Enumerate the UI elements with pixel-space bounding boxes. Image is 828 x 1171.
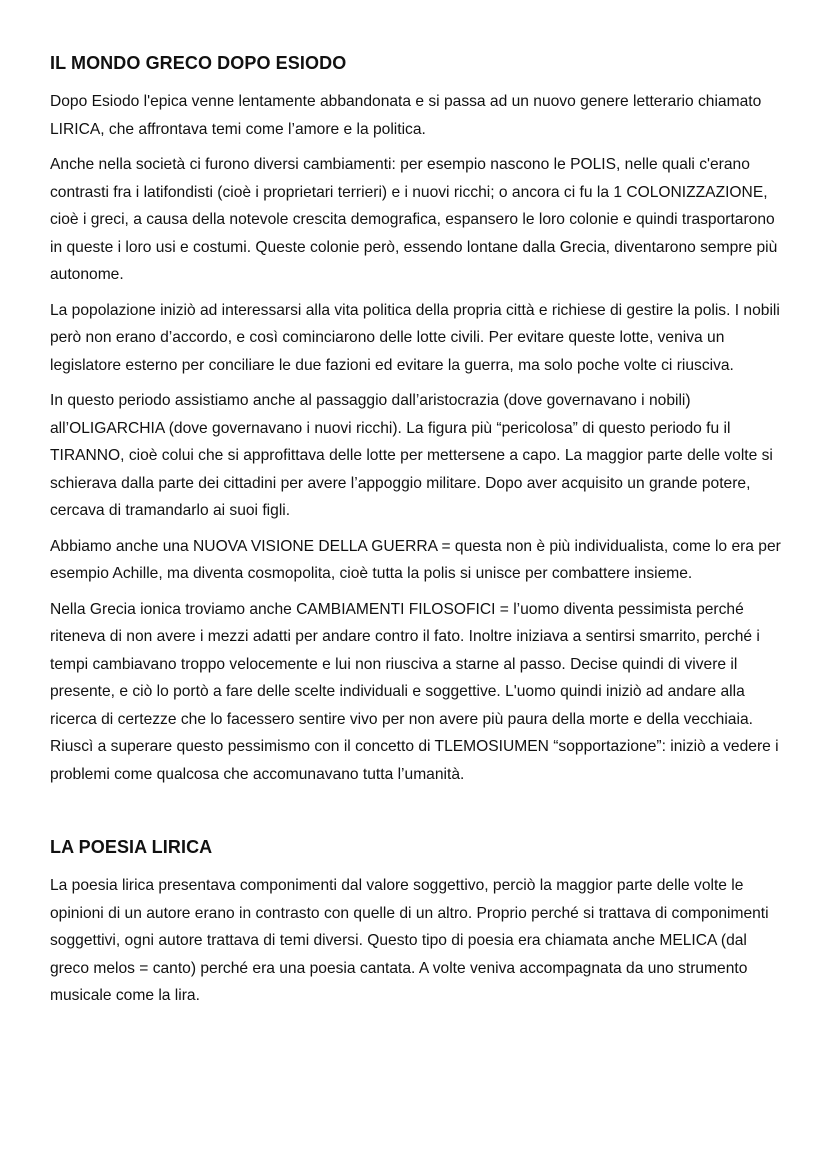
paragraph: La popolazione iniziò ad interessarsi alla vita politica della propria città e richiese di gestire la polis. I nobili però non erano d’accordo, e così cominciarono delle lotte civili. Per evitare queste lotte, veniva un legislatore esterno per conciliare le due fazioni ed evitare la guerra, ma solo poche volte ci riusciva. — [50, 301, 780, 374]
paragraph: Anche nella società ci furono diversi cambiamenti: per esempio nascono le POLIS, nelle quali c'erano contrasti fra i latifondisti (cioè i proprietari terrieri) e i nuovi ricchi; o ancora ci fu la 1 COLONIZZAZIONE, cioè i greci, a causa della notevole crescita demografica, espansero le loro colonie e quindi trasportarono in queste i loro usi e costumi. Queste colonie però, essendo lontane dalla Grecia, diventarono sempre più autonome. — [50, 156, 778, 283]
document-page — [50, 50, 786, 1018]
section-title: LA POESIA LIRICA — [50, 837, 213, 857]
section-mondo-greco — [50, 50, 786, 788]
paragraph: Abbiamo anche una NUOVA VISIONE DELLA GUERRA = questa non è più individualista, come lo era per esempio Achille, ma diventa cosmopolita, cioè tutta la polis si unisce per combattere insieme. — [50, 537, 781, 582]
paragraph: La poesia lirica presentava componimenti dal valore soggettivo, perciò la maggior parte delle volte le opinioni di un autore erano in contrasto con quelle di un altro. Proprio perché si trattava di componimenti soggettivi, ogni autore trattava di temi diversi. Questo tipo di poesia era chiamata anche MELICA (dal greco melos = canto) perché era una poesia cantata. A volte veniva accompagnata da uno strumento musicale come la lira. — [50, 877, 769, 1004]
paragraph: Nella Grecia ionica troviamo anche CAMBIAMENTI FILOSOFICI = l’uomo diventa pessimista perché riteneva di non avere i mezzi adatti per andare contro il fato. Inoltre iniziava a sentirsi smarrito, perché i tempi cambiavano troppo velocemente e lui non riusciva a starne al passo. Decise quindi di vivere il presente, e ciò lo portò a fare delle scelte individuali e soggettive. L'uomo quindi iniziò ad andare alla ricerca di certezze che lo facessero sentire vivo per non avere più paura della morte e della vecchiaia. Riuscì a superare questo pessimismo con il concetto di TLEMOSIUMEN “sopportazione”: iniziò a vedere i problemi come qualcosa che accomunavano tutta l’umanità. — [50, 600, 779, 783]
paragraph: In questo periodo assistiamo anche al passaggio dall’aristocrazia (dove governavano i nobili) all’OLIGARCHIA (dove governavano i nuovi ricchi). La figura più “pericolosa” di questo periodo fu il TIRANNO, cioè colui che si approfittava delle lotte per mettersene a capo. La maggior parte delle volte si schierava dalla parte dei cittadini per avere l’appoggio militare. Dopo aver acquisito un grande potere, cercava di tramandarlo ai suoi figli. — [50, 392, 773, 519]
section-title: IL MONDO GRECO DOPO ESIODO — [50, 53, 347, 73]
section-spacer — [50, 796, 786, 834]
section-poesia-lirica — [50, 834, 786, 1010]
paragraph: Dopo Esiodo l'epica venne lentamente abbandonata e si passa ad un nuovo genere letterario chiamato LIRICA, che affrontava temi come l’amore e la politica. — [50, 93, 762, 138]
